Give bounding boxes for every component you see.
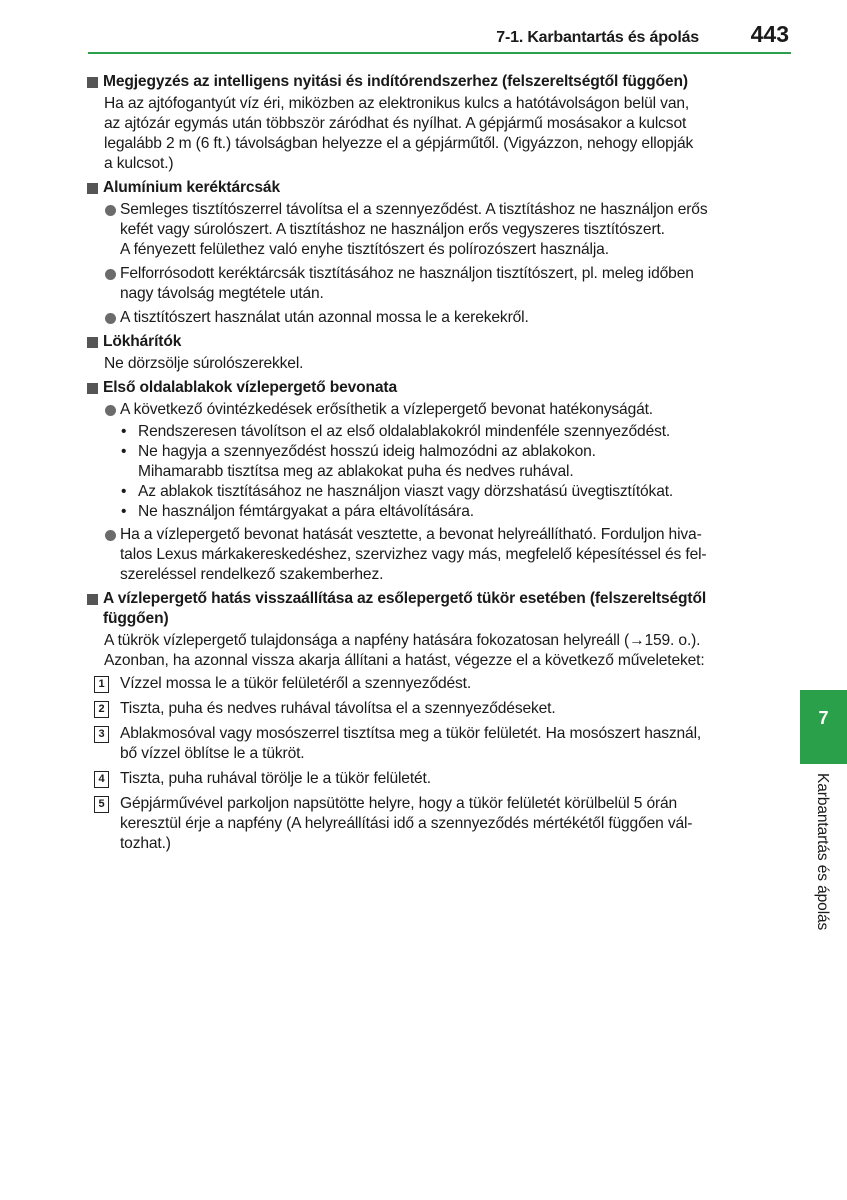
text-line: A tükrök vízlepergető tulajdonsága a napfény hatására fokozatosan helyreáll (→159. o.). bbox=[104, 632, 701, 649]
text-line: Ha az ajtófogantyút víz éri, miközben az elektronikus kulcs a hatótávolságon belül van, bbox=[104, 95, 690, 112]
list-item bbox=[86, 200, 762, 260]
heading-text: Lökhárítók bbox=[103, 333, 182, 350]
text-line: Semleges tisztítószerrel távolítsa el a szennyeződést. A tisztításhoz ne használjon erős bbox=[120, 201, 708, 218]
list-item bbox=[86, 525, 762, 585]
paragraph bbox=[86, 94, 762, 174]
square-bullet-icon bbox=[87, 594, 98, 605]
section-heading bbox=[86, 589, 762, 629]
text-line: Azonban, ha azonnal vissza akarja állítani a hatást, végezze el a következő műveleteket: bbox=[104, 652, 705, 669]
step-number: 2 bbox=[94, 701, 109, 718]
text-line: A következő óvintézkedések erősíthetik a vízlepergető bevonat hatékonyságát. bbox=[120, 401, 653, 418]
page-header bbox=[88, 20, 791, 54]
step-number: 1 bbox=[94, 676, 109, 693]
text-line: Rendszeresen távolítson el az első oldalablakokról mindenféle szennyeződést. bbox=[138, 423, 671, 440]
section-title: 7-1. Karbantartás és ápolás bbox=[496, 29, 699, 46]
header-rule bbox=[88, 52, 791, 54]
text-line: bő vízzel öblítse le a tükröt. bbox=[120, 745, 305, 762]
text-line: Felforrósodott keréktárcsák tisztításához ne használjon tisztítószert, pl. meleg időben bbox=[120, 265, 694, 282]
text-line: kefét vagy súrolószert. A tisztításhoz ne használjon erős vegyszeres tisztítószert. bbox=[120, 221, 665, 238]
text-line: Az ablakok tisztításához ne használjon viaszt vagy dörzshatású üvegtisztítókat. bbox=[138, 483, 674, 500]
section-heading bbox=[86, 72, 762, 92]
square-bullet-icon bbox=[87, 77, 98, 88]
heading-text: Alumínium keréktárcsák bbox=[103, 179, 280, 196]
text-line: A tisztítószert használat után azonnal mossa le a kerekekről. bbox=[120, 309, 529, 326]
square-bullet-icon bbox=[87, 183, 98, 194]
text-line: Ne hagyja a szennyeződést hosszú ideig halmozódni az ablakokon. bbox=[138, 443, 596, 460]
list-item bbox=[86, 400, 762, 420]
text-line: Mihamarabb tisztítsa meg az ablakokat puha és nedves ruhával. bbox=[138, 463, 574, 480]
text-line: Ne dörzsölje súrolószerekkel. bbox=[104, 355, 304, 372]
step-item bbox=[86, 769, 762, 789]
list-item bbox=[86, 308, 762, 328]
page-content bbox=[86, 68, 762, 859]
section-heading bbox=[86, 178, 762, 198]
text-line: tozhat.) bbox=[120, 835, 171, 852]
text-line: A fényezett felülethez való enyhe tisztítószert és polírozószert használja. bbox=[120, 241, 609, 258]
sub-list-item bbox=[86, 502, 762, 522]
round-bullet-icon bbox=[105, 269, 116, 280]
round-bullet-icon bbox=[105, 205, 116, 216]
dot-marker-icon: • bbox=[121, 443, 127, 460]
step-number: 3 bbox=[94, 726, 109, 743]
paragraph bbox=[86, 631, 762, 671]
text-line: keresztül érje a napfény (A helyreállítási idő a szennyeződés mértékétől függően vál- bbox=[120, 815, 693, 832]
dot-marker-icon: • bbox=[121, 483, 127, 500]
step-item bbox=[86, 794, 762, 854]
text-line: nagy távolság megtétele után. bbox=[120, 285, 324, 302]
dot-marker-icon: • bbox=[121, 423, 127, 440]
heading-text: Első oldalablakok vízlepergető bevonata bbox=[103, 379, 397, 396]
text-line: Tiszta, puha és nedves ruhával távolítsa el a szennyeződéseket. bbox=[120, 700, 556, 717]
text-line: Ablakmosóval vagy mosószerrel tisztítsa meg a tükör felületét. Ha mosószert használ, bbox=[120, 725, 702, 742]
text-line: a kulcsot.) bbox=[104, 155, 174, 172]
text-line: Vízzel mossa le a tükör felületéről a szennyeződést. bbox=[120, 675, 472, 692]
round-bullet-icon bbox=[105, 530, 116, 541]
chapter-label: Karbantartás és ápolás bbox=[814, 773, 831, 931]
sub-list-item bbox=[86, 482, 762, 502]
section-heading bbox=[86, 378, 762, 398]
text-line: talos Lexus márkakereskedéshez, szervizhez vagy más, megfelelő képesítéssel és fel- bbox=[120, 546, 707, 563]
step-item bbox=[86, 699, 762, 719]
sub-list-item bbox=[86, 442, 762, 482]
step-item bbox=[86, 674, 762, 694]
paragraph bbox=[86, 354, 762, 374]
text-line: az ajtózár egymás után többször záródhat és nyílhat. A gépjármű mosásakor a kulcsot bbox=[104, 115, 687, 132]
step-number: 5 bbox=[94, 796, 109, 813]
step-item bbox=[86, 724, 762, 764]
text-line: Ne használjon fémtárgyakat a pára eltávolítására. bbox=[138, 503, 474, 520]
text-line: Ha a vízlepergető bevonat hatását vesztette, a bevonat helyreállítható. Forduljon hiva- bbox=[120, 526, 702, 543]
sub-list-item bbox=[86, 422, 762, 442]
chapter-tab: 7 bbox=[800, 690, 847, 764]
text-line: szereléssel rendelkező szakemberhez. bbox=[120, 566, 384, 583]
square-bullet-icon bbox=[87, 383, 98, 394]
page-number: 443 bbox=[750, 21, 789, 47]
list-item bbox=[86, 264, 762, 304]
heading-text: Megjegyzés az intelligens nyitási és indítórendszerhez (felszereltségtől függően) bbox=[103, 73, 688, 90]
step-number: 4 bbox=[94, 771, 109, 788]
text-line: Gépjárművével parkoljon napsütötte helyre, hogy a tükör felületét körülbelül 5 órán bbox=[120, 795, 678, 812]
text-line: legalább 2 m (6 ft.) távolságban helyezze el a gépjárműtől. (Vigyázzon, nehogy ellopják bbox=[104, 135, 694, 152]
text-line: Tiszta, puha ruhával törölje le a tükör felületét. bbox=[120, 770, 431, 787]
round-bullet-icon bbox=[105, 313, 116, 324]
dot-marker-icon: • bbox=[121, 503, 127, 520]
heading-text: függően) bbox=[103, 610, 169, 627]
square-bullet-icon bbox=[87, 337, 98, 348]
heading-text: A vízlepergető hatás visszaállítása az esőlepergető tükör esetében (felszereltségtől bbox=[103, 590, 707, 607]
round-bullet-icon bbox=[105, 405, 116, 416]
section-heading bbox=[86, 332, 762, 352]
